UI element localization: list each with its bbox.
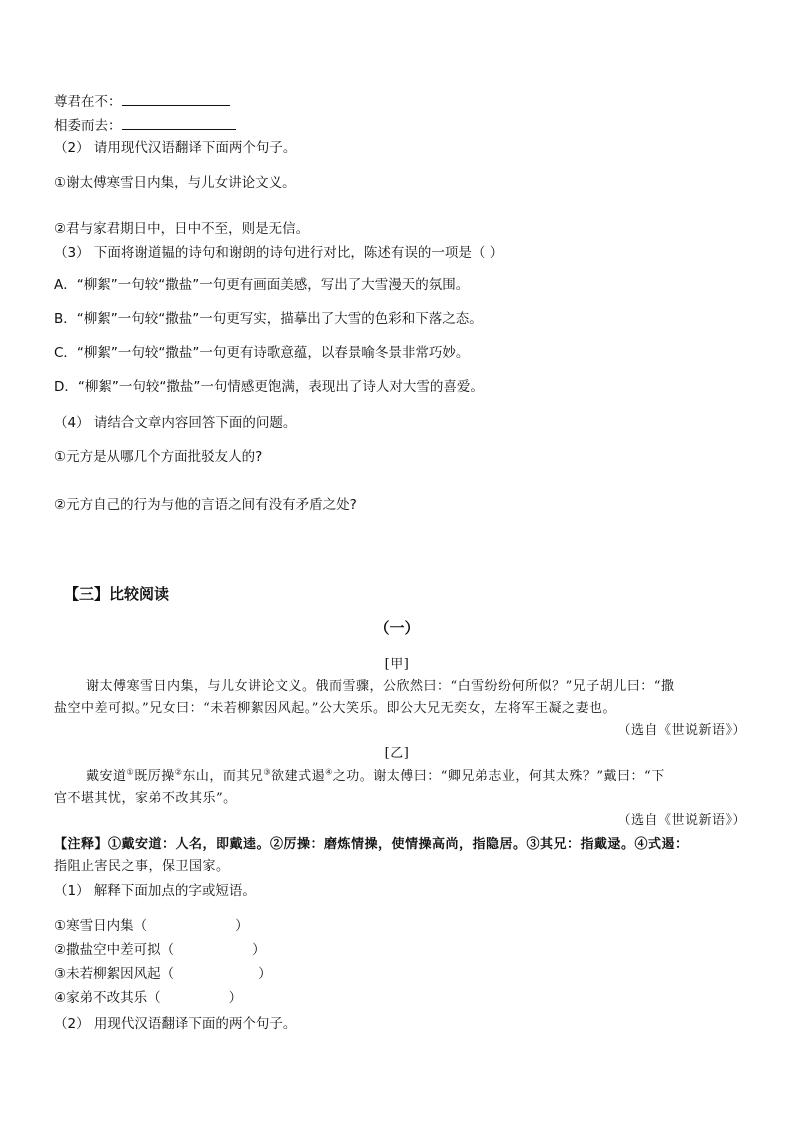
fill-item-label: 相委而去： xyxy=(54,118,122,134)
explain-item-text: ③未若柳絮因风起（ xyxy=(54,966,175,982)
passage-jia-line-1: 谢太傅寒雪日内集，与儿女讲论文义。俄而雪骤，公欣然曰：“白雪纷纷何所似？”兄子胡儿曰：“撒 xyxy=(86,679,675,694)
option-c[interactable]: C．“柳絮”一句较“撒盐”一句更有诗歌意蕴，以春景喻冬景非常巧妙。 xyxy=(54,345,470,361)
passage-yi-line-1 xyxy=(86,768,665,786)
explain-item-4[interactable] xyxy=(54,989,242,1007)
fill-item-2 xyxy=(54,115,236,135)
text-segment: 既厉操 xyxy=(134,769,175,784)
note-marker: ③ xyxy=(263,767,272,777)
close-paren: ） xyxy=(258,966,272,982)
text-segment: 之功。谢太傅曰：“卿兄弟志业，何其太殊？”戴曰：“下 xyxy=(332,769,665,784)
text-segment: 东山，而其兄 xyxy=(182,769,264,784)
note-marker: ① xyxy=(126,767,135,777)
option-b[interactable]: B．“柳絮”一句较“撒盐”一句更写实，描摹出了大雪的色彩和下落之态。 xyxy=(54,311,483,327)
annotation-line-2: 指阻止害民之事，保卫国家。 xyxy=(54,859,230,874)
note-marker: ② xyxy=(174,767,183,777)
fill-item-1 xyxy=(54,91,230,111)
part-heading: （一） xyxy=(374,619,420,637)
answer-blank[interactable] xyxy=(122,115,236,130)
text-segment: 戴安道 xyxy=(86,769,127,784)
option-d[interactable]: D．“柳絮”一句较“撒盐”一句情感更饱满，表现出了诗人对大雪的喜爱。 xyxy=(54,379,484,395)
passage-jia-label: [甲] xyxy=(384,657,410,672)
section-3-question-1-prompt: （1） 解释下面加点的字或短语。 xyxy=(54,883,256,899)
passage-jia-line-2: 盐空中差可拟。”兄女曰：“未若柳絮因风起。”公大笑乐。即公大兄无奕女，左将军王凝之妻也。 xyxy=(54,701,616,716)
answer-blank[interactable] xyxy=(122,91,230,106)
explain-item-text: ①寒雪日内集（ xyxy=(54,918,148,934)
explain-item-1[interactable] xyxy=(54,917,249,935)
close-paren: ） xyxy=(228,990,243,1006)
explain-item-text: ②撒盐空中差可拟（ xyxy=(54,942,175,958)
question-4-sub-1: ①元方是从哪几个方面批驳友人的? xyxy=(54,449,263,465)
option-a[interactable]: A．“柳絮”一句较“撒盐”一句更有画面美感，写出了大雪漫天的氛围。 xyxy=(54,277,470,293)
note-marker: ④ xyxy=(325,767,333,777)
explain-item-text: ④家弟不改其乐（ xyxy=(54,990,161,1006)
question-2-sentence-1: ①谢太傅寒雪日内集，与儿女讲论文义。 xyxy=(54,175,296,191)
passage-yi-source: （选自《世说新语》） xyxy=(617,813,746,828)
section-3-title: 【三】比较阅读 xyxy=(64,585,170,603)
question-2-prompt: （2） 请用现代汉语翻译下面两个句子。 xyxy=(54,140,297,156)
close-paren: ） xyxy=(252,942,266,958)
close-paren: ） xyxy=(235,918,249,934)
passage-yi-line-2: 官不堪其忧，家弟不改其乐”。 xyxy=(54,791,237,806)
question-4-sub-2: ②元方自己的行为与他的言语之间有没有矛盾之处? xyxy=(54,497,357,513)
text-segment: 欲建式遏 xyxy=(271,769,326,784)
passage-jia-source: （选自《世说新语》） xyxy=(617,723,746,738)
explain-item-2[interactable] xyxy=(54,941,266,959)
fill-item-label: 尊君在不： xyxy=(54,94,122,110)
question-4-prompt: （4） 请结合文章内容回答下面的问题。 xyxy=(54,415,297,431)
passage-yi-label: [乙] xyxy=(384,746,410,761)
question-3-prompt: （3） 下面将谢道韫的诗句和谢朗的诗句进行对比，陈述有误的一项是（ ） xyxy=(54,245,504,261)
annotation-line-1: 【注释】①戴安道：人名，即戴逵。②厉操：磨炼情操，使情操高尚，指隐居。③其兄：指戴逯。④式遏： xyxy=(54,837,689,852)
explain-item-3[interactable] xyxy=(54,965,272,983)
question-2-sentence-2: ②君与家君期日中，日中不至，则是无信。 xyxy=(54,221,310,237)
section-3-question-2-prompt: （2） 用现代汉语翻译下面的两个句子。 xyxy=(54,1016,297,1032)
